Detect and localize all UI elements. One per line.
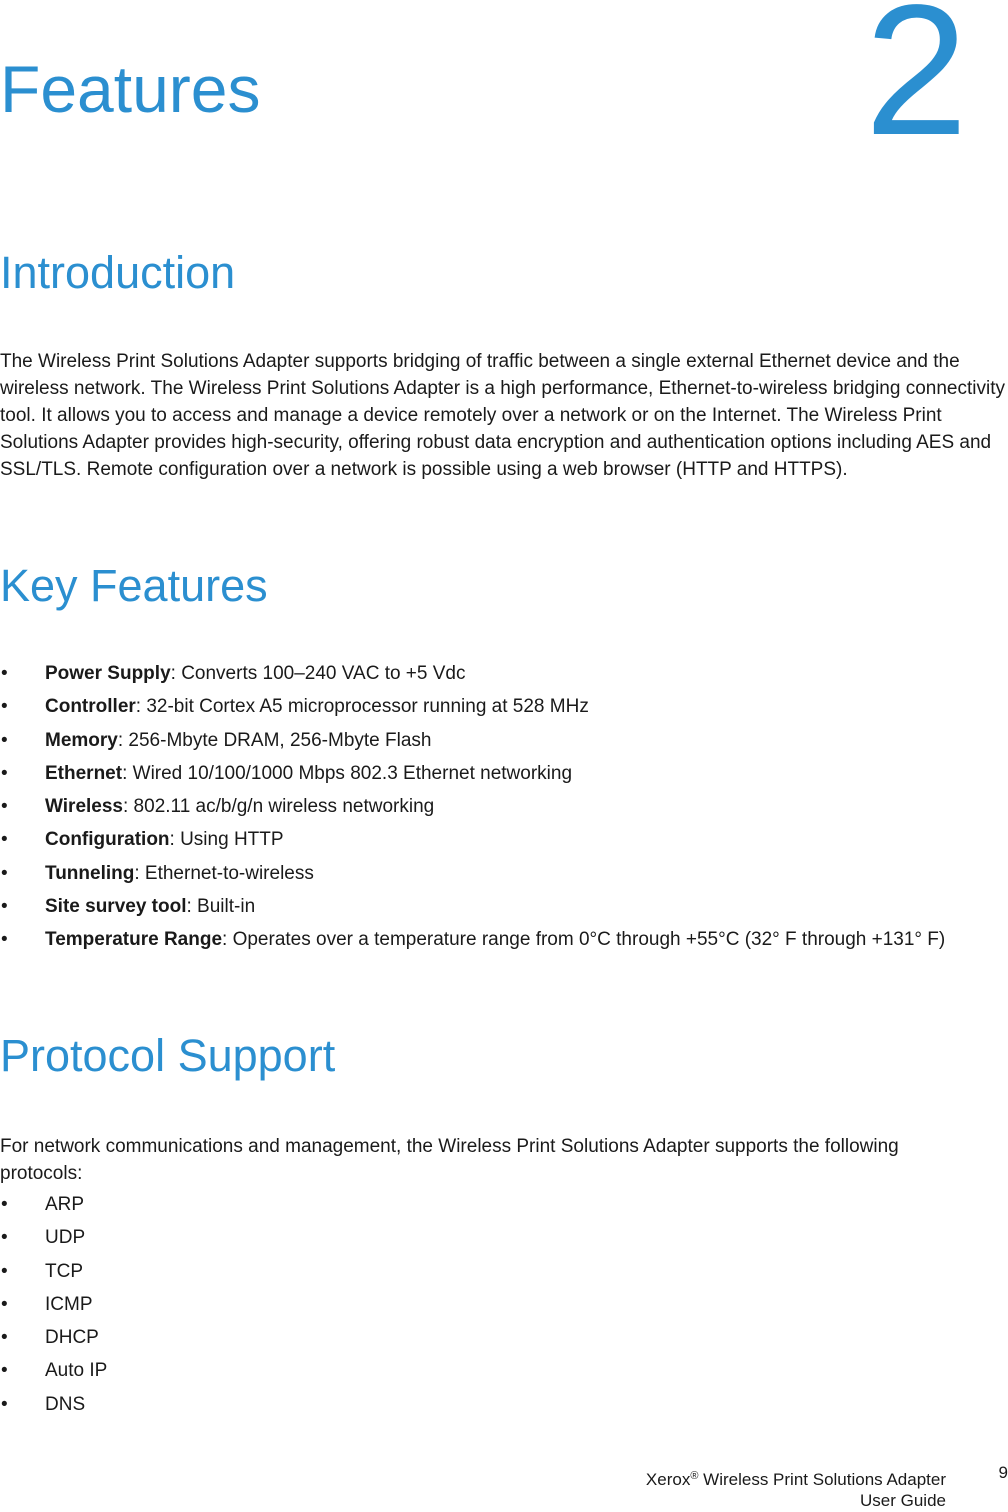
key-features-heading: Key Features <box>0 560 268 611</box>
feature-description: : 802.11 ac/b/g/n wireless networking <box>123 796 435 818</box>
registered-mark: ® <box>690 1470 699 1482</box>
feature-description: : Ethernet-to-wireless <box>134 862 314 884</box>
list-item <box>0 894 980 920</box>
list-item <box>0 694 980 720</box>
key-features-list <box>0 661 980 961</box>
feature-term: Configuration <box>45 829 170 851</box>
protocol-support-heading: Protocol Support <box>0 1030 336 1081</box>
chapter-title: Features <box>0 52 261 126</box>
feature-description: : Using HTTP <box>169 829 284 851</box>
list-item <box>0 827 980 853</box>
footer-product: Wireless Print Solutions Adapter <box>698 1470 946 1489</box>
list-item <box>0 761 980 787</box>
list-item: • Auto IP <box>0 1358 400 1384</box>
feature-term: Memory <box>45 729 118 751</box>
list-item: • ICMP <box>0 1292 400 1318</box>
feature-description: : Wired 10/100/1000 Mbps 802.3 Ethernet networking <box>122 762 573 784</box>
list-item: • UDP <box>0 1225 400 1251</box>
feature-term: Tunneling <box>45 862 135 884</box>
feature-description: : 256-Mbyte DRAM, 256-Mbyte Flash <box>117 729 432 751</box>
list-item: • DHCP <box>0 1325 400 1351</box>
feature-term: Temperature Range <box>45 929 223 951</box>
list-item: • TCP <box>0 1259 400 1285</box>
feature-description: : Operates over a temperature range from 0°C through +55°C (32° F through +131° F) <box>222 929 946 951</box>
feature-term: Wireless <box>45 796 123 818</box>
footer-product-name <box>646 1465 946 1491</box>
list-item: • ARP <box>0 1192 400 1218</box>
feature-term: Site survey tool <box>45 896 187 918</box>
footer-guide: User Guide <box>860 1491 946 1510</box>
list-item: • DNS <box>0 1392 400 1418</box>
feature-description: : 32-bit Cortex A5 microprocessor running at 528 MHz <box>135 696 589 718</box>
introduction-paragraph: The Wireless Print Solutions Adapter supports bridging of traffic between a single external Ethernet device and the wireless network. The Wireless Print Solutions Adapter is a high performance, Ethernet-to-wireless bridging connectivity tool. It allows you to access and manage a device remotely over a network or on the Internet. The Wireless Print Solutions Adapter provides high-security, offering robust data encryption and authentication options including AES and SSL/TLS. Remote configuration over a network is possible using a web browser (HTTP and HTTPS). <box>0 351 1005 480</box>
protocol-support-paragraph: For network communications and management, the Wireless Print Solutions Adapter supports the following protocols: <box>0 1136 899 1184</box>
feature-description: : Converts 100–240 VAC to +5 Vdc <box>170 663 466 684</box>
feature-term: Power Supply <box>45 663 171 684</box>
introduction-heading: Introduction <box>0 247 236 298</box>
list-item <box>0 728 980 754</box>
feature-term: Controller <box>45 696 136 718</box>
feature-term: Ethernet <box>45 762 123 784</box>
protocol-list <box>0 1192 400 1425</box>
chapter-number: 2 <box>864 0 968 174</box>
list-item <box>0 794 980 820</box>
feature-description: : Built-in <box>186 896 256 918</box>
list-item <box>0 861 980 887</box>
list-item <box>0 661 980 687</box>
footer-brand: Xerox <box>645 1470 691 1489</box>
list-item <box>0 927 980 953</box>
page-number: 9 <box>998 1463 1008 1482</box>
